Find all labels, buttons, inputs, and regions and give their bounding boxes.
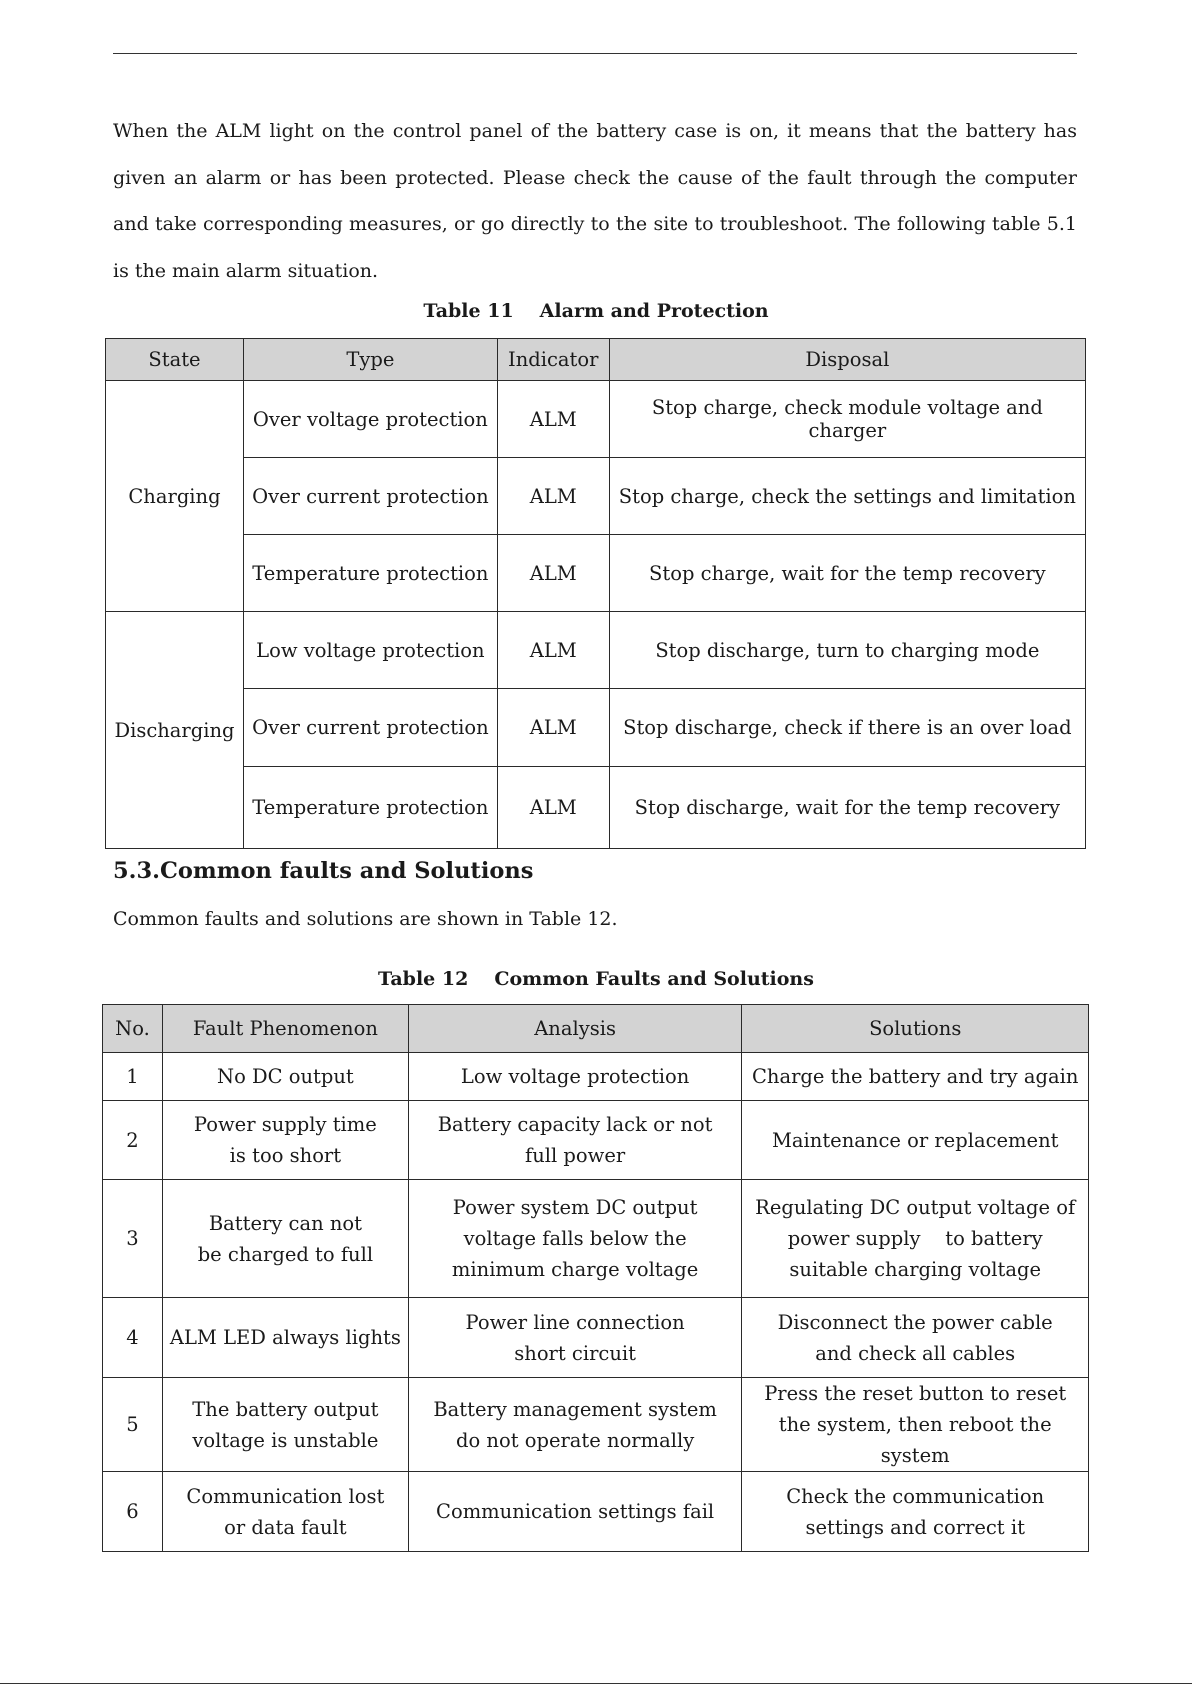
- solution-cell: Regulating DC output voltage of power supply to battery suitable charging voltage: [742, 1180, 1089, 1298]
- table11-caption-title: Alarm and Protection: [539, 300, 769, 322]
- fault-cell: ALM LED always lights: [162, 1298, 408, 1378]
- solution-cell: Check the communication settings and correct it: [742, 1472, 1089, 1552]
- fault-cell: Power supply time is too short: [162, 1101, 408, 1180]
- type-cell: Over voltage protection: [243, 381, 497, 458]
- table-row: [106, 689, 1086, 767]
- state-cell-charging: Charging: [106, 381, 244, 612]
- no-cell: 2: [103, 1101, 163, 1180]
- table-row: [103, 1472, 1089, 1552]
- state-cell-discharging: Discharging: [106, 612, 244, 849]
- table-row: [106, 381, 1086, 458]
- indicator-cell: ALM: [497, 612, 609, 689]
- intro-paragraph: When the ALM light on the control panel of the battery case is on, it means that the battery has given an alarm or has been protected. Please check the cause of the fault through the computer and take corresponding measures, or go directly to the site to troubleshoot. The following table 5.1 is the main alarm situation.: [113, 120, 1077, 282]
- table-row: [103, 1053, 1089, 1101]
- footer-rule: [0, 1683, 1192, 1684]
- solution-cell: Charge the battery and try again: [742, 1053, 1089, 1101]
- table-row: [106, 612, 1086, 689]
- table12-caption-number: Table 12: [378, 968, 469, 990]
- table-row: [103, 1101, 1089, 1180]
- no-cell: 4: [103, 1298, 163, 1378]
- indicator-cell: ALM: [497, 458, 609, 535]
- type-cell: Low voltage protection: [243, 612, 497, 689]
- header-state: State: [106, 339, 244, 381]
- disposal-cell: Stop charge, wait for the temp recovery: [609, 535, 1085, 612]
- no-cell: 5: [103, 1378, 163, 1472]
- solution-cell: Disconnect the power cable and check all cables: [742, 1298, 1089, 1378]
- solution-cell: Press the reset button to reset the system, then reboot the system: [742, 1378, 1089, 1472]
- solution-cell: Maintenance or replacement: [742, 1101, 1089, 1180]
- disposal-cell: Stop charge, check module voltage and charger: [609, 381, 1085, 458]
- section-intro-text: Common faults and solutions are shown in Table 12.: [113, 908, 618, 930]
- type-cell: Temperature protection: [243, 767, 497, 849]
- header-fault: Fault Phenomenon: [162, 1005, 408, 1053]
- disposal-cell: Stop charge, check the settings and limitation: [609, 458, 1085, 535]
- disposal-cell: Stop discharge, turn to charging mode: [609, 612, 1085, 689]
- indicator-cell: ALM: [497, 535, 609, 612]
- analysis-cell: Battery capacity lack or not full power: [408, 1101, 742, 1180]
- table-header-row: [106, 339, 1086, 381]
- alarm-protection-table: [105, 338, 1086, 849]
- table-row: [103, 1180, 1089, 1298]
- table-row: [106, 767, 1086, 849]
- table-row: [103, 1298, 1089, 1378]
- disposal-cell: Stop discharge, wait for the temp recovery: [609, 767, 1085, 849]
- no-cell: 1: [103, 1053, 163, 1101]
- header-rule: [113, 53, 1077, 54]
- common-faults-table: [102, 1004, 1089, 1552]
- analysis-cell: Battery management system do not operate normally: [408, 1378, 742, 1472]
- analysis-cell: Power line connection short circuit: [408, 1298, 742, 1378]
- indicator-cell: ALM: [497, 689, 609, 767]
- table12-caption: [0, 968, 1192, 990]
- fault-cell: Battery can not be charged to full: [162, 1180, 408, 1298]
- table11-caption: [0, 300, 1192, 322]
- fault-cell: No DC output: [162, 1053, 408, 1101]
- header-solutions: Solutions: [742, 1005, 1089, 1053]
- header-disposal: Disposal: [609, 339, 1085, 381]
- table-row: [106, 458, 1086, 535]
- indicator-cell: ALM: [497, 381, 609, 458]
- header-analysis: Analysis: [408, 1005, 742, 1053]
- section-heading: 5.3.Common faults and Solutions: [113, 858, 534, 884]
- type-cell: Over current protection: [243, 458, 497, 535]
- indicator-cell: ALM: [497, 767, 609, 849]
- header-no: No.: [103, 1005, 163, 1053]
- analysis-cell: Low voltage protection: [408, 1053, 742, 1101]
- table-header-row: [103, 1005, 1089, 1053]
- table-row: [103, 1378, 1089, 1472]
- header-type: Type: [243, 339, 497, 381]
- no-cell: 6: [103, 1472, 163, 1552]
- disposal-cell: Stop discharge, check if there is an over load: [609, 689, 1085, 767]
- fault-cell: The battery output voltage is unstable: [162, 1378, 408, 1472]
- type-cell: Over current protection: [243, 689, 497, 767]
- analysis-cell: Power system DC output voltage falls below the minimum charge voltage: [408, 1180, 742, 1298]
- type-cell: Temperature protection: [243, 535, 497, 612]
- table-row: [106, 535, 1086, 612]
- table11-caption-number: Table 11: [423, 300, 514, 322]
- fault-cell: Communication lost or data fault: [162, 1472, 408, 1552]
- header-indicator: Indicator: [497, 339, 609, 381]
- analysis-cell: Communication settings fail: [408, 1472, 742, 1552]
- table12-caption-title: Common Faults and Solutions: [494, 968, 814, 990]
- no-cell: 3: [103, 1180, 163, 1298]
